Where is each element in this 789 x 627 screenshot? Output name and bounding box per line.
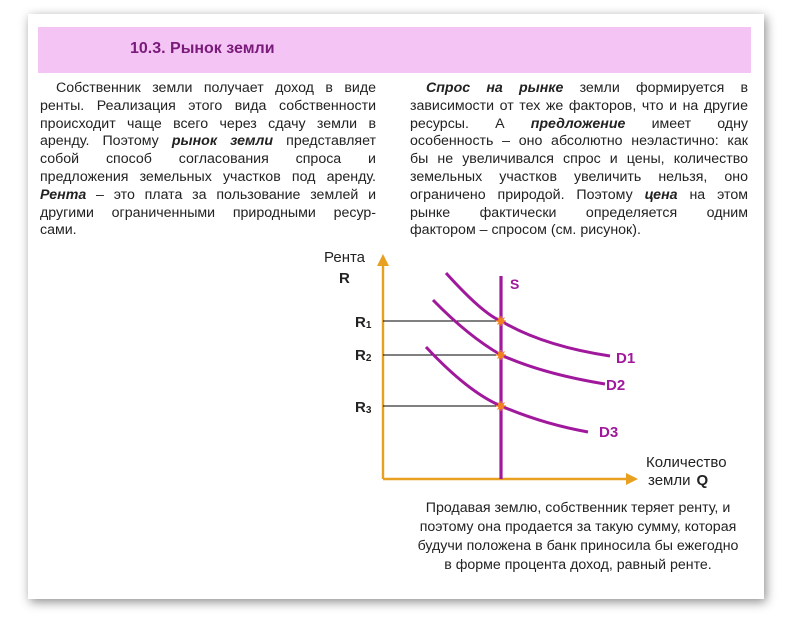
x-axis-label: Количество [646,454,727,471]
bottom-line-4: в форме процента доход, равный ренте. [444,557,712,573]
text-span: земли формируется в [563,80,748,96]
x-axis-arrowhead [626,473,638,485]
text-span: Собственник земли получает доход в виде [56,80,376,96]
x-axis-label-line2: земли Q [648,472,709,489]
text-span: зависимости от тех же факторов, что и на другие [410,97,748,114]
text-span: земельных участков увеличить нельзя, оно [410,168,748,185]
bottom-line-2: поэтому она продается за такую сумму, которая [419,519,737,535]
text-span: другими ограниченными природными ресур- [40,204,376,221]
text-span: фактором – спросом (см. рисунок). [410,222,641,239]
emphasized-term: цена [644,186,678,203]
slide-page [28,14,764,599]
text-span: предложения земельных участков под аренду. [40,168,376,185]
text-span: ограничено природой. Поэтому [410,186,645,203]
demand-curve-d2 [433,300,605,384]
price-label-r3: R3 [355,399,372,416]
text-span: представляет [273,133,376,150]
text-span: – это плата за пользование землей и [86,186,376,203]
demand-label-d3: D3 [599,424,619,441]
text-span: особенность – оно абсолютно неэластично: как [410,133,748,150]
text-span: имеет одну [625,115,748,132]
equilibrium-marker-2 [496,350,506,360]
text-span: происходит чаще всего через сдачу земли в [40,115,376,132]
bottom-paragraph [408,499,748,575]
supply-label: S [510,276,520,292]
equilibrium-marker-3 [496,401,506,411]
text-span: сами. [40,222,77,239]
equilibrium-marker-1 [496,316,506,326]
price-label-r1: R1 [355,314,372,331]
bottom-line-1: Продавая землю, собственник теряет ренту, и [425,500,731,516]
text-span: бы не увеличивался спрос и цены, количество [410,151,748,168]
bottom-line-3: будучи положена в банк приносила бы ежегодно [417,538,739,554]
emphasized-term: рынок земли [171,133,274,150]
text-span: собой способ согласования спроса и [40,151,376,168]
y-axis-label: Рента [324,249,366,266]
emphasized-term: Рента [40,186,87,203]
y-axis-symbol: R [339,270,350,287]
section-title: 10.3. Рынок земли [130,40,275,57]
emphasized-term: предложение [530,115,626,132]
demand-label-d2: D2 [606,377,626,394]
demand-curve-d1 [446,273,610,356]
rent-graph [28,14,764,494]
emphasized-term: Спрос на рынке [426,80,564,96]
demand-curve-d3 [426,347,588,432]
text-span: аренду. Поэтому [40,133,172,150]
demand-label-d1: D1 [616,350,636,367]
text-span: ренты. Реализация этого вида собственности [40,97,376,114]
y-axis-arrowhead [377,254,389,266]
price-label-r2: R2 [355,347,372,364]
text-span: ресурсы. А [410,115,531,132]
text-span: на этом [677,186,748,203]
text-span: рынке фактически определяется одним [410,204,748,221]
